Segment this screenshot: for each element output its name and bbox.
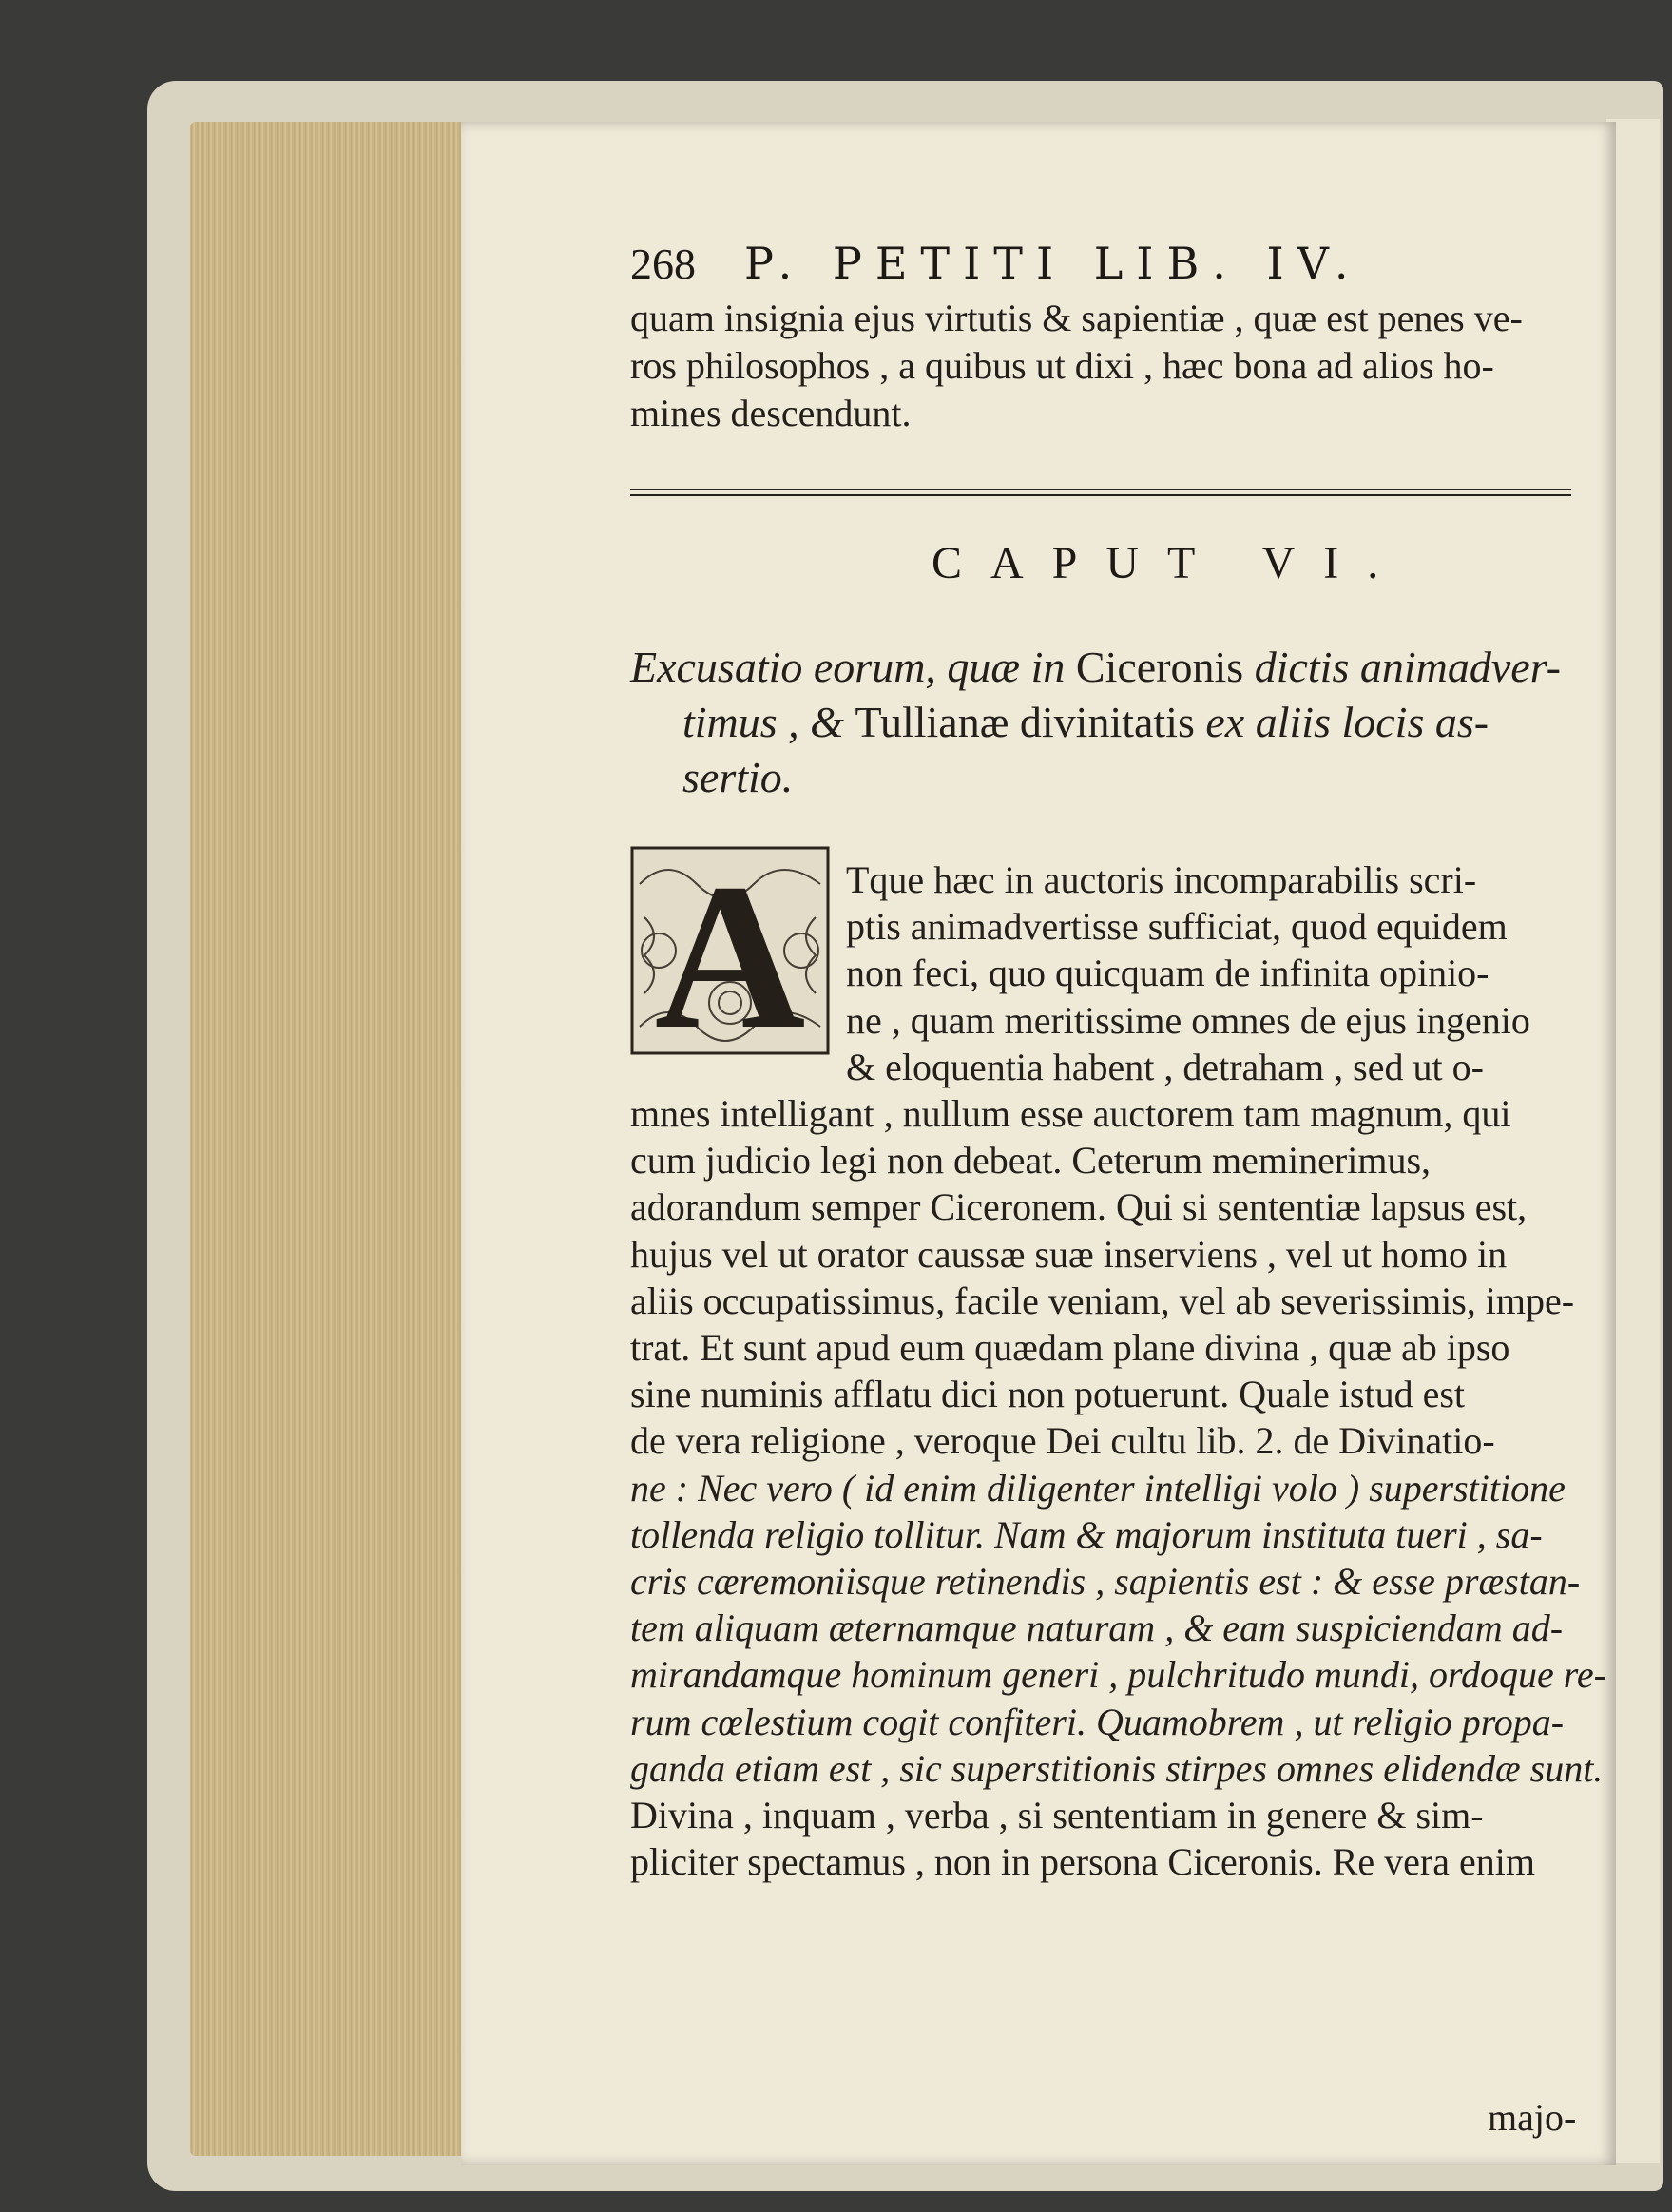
dropcap-letter: A: [654, 846, 806, 1055]
body-text-line: aliis occupatissimus, facile veniam, vel ab severissimis, impe-: [630, 1279, 1575, 1322]
body-text-line: mnes intelligant , nullum esse auctorem tam magnum, qui: [630, 1092, 1511, 1135]
body-text-line: ptis animadvertisse sufficiat, quod equidem: [846, 905, 1508, 949]
body-text-line: adorandum semper Ciceronem. Qui si sententiæ lapsus est,: [630, 1185, 1528, 1229]
body-text-line: cum judicio legi non debeat. Ceterum meminerimus,: [630, 1139, 1432, 1183]
body-text-line: non feci, quo quicquam de infinita opinio-: [846, 952, 1489, 995]
body-text-line: hujus vel ut orator caussæ suæ inserviens , vel ut homo in: [630, 1232, 1508, 1276]
body-text-line: ganda etiam est , sic superstitionis stirpes omnes elidendæ sunt.: [630, 1746, 1604, 1790]
body-text-line: rum cœlestium cogit confiteri. Quamobrem , ut religio propa-: [630, 1700, 1565, 1743]
body-text-line: mirandamque hominum generi , pulchritudo mundi, ordoque re-: [630, 1653, 1606, 1697]
body-text-line: sine numinis afflatu dici non potuerunt. Quale istud est: [630, 1373, 1466, 1416]
body-text-line: cris cæremoniisque retinendis , sapientis est : & esse præstan-: [630, 1560, 1581, 1603]
body-text-line: & eloquentia habent , detraham , sed ut o-: [846, 1045, 1484, 1088]
body-text-line: Tque hæc in auctoris incomparabilis scri-: [846, 858, 1477, 901]
running-title: P. PETITI LIB. IV.: [744, 238, 1362, 289]
preceding-text-line: ros philosophos , a quibus ut dixi , hæc bona ad alios ho-: [630, 344, 1494, 387]
catchword: majo-: [1488, 2096, 1577, 2139]
chapter-summary-line: sertio.: [682, 753, 794, 801]
body-text-line: Divina , inquam , verba , si sententiam in genere & sim-: [630, 1794, 1484, 1837]
chapter-summary-line: Excusatio eorum, quæ in Ciceronis dictis animadver-: [630, 643, 1561, 691]
page-number: 268: [630, 240, 696, 288]
body-text-line: de vera religione , veroque Dei cultu lib. 2. de Divinatio-: [630, 1419, 1495, 1463]
running-header: [630, 238, 1533, 289]
chapter-title: CAPUT VI.: [932, 538, 1408, 588]
chapter-summary-line: timus , & Tullianæ divinitatis ex aliis locis as-: [682, 698, 1489, 746]
body-text-line: pliciter spectamus , non in persona Ciceronis. Re vera enim: [630, 1840, 1535, 1884]
body-text-line: tollenda religio tollitur. Nam & majorum instituta tueri , sa-: [630, 1512, 1543, 1556]
body-text-line: ne , quam meritissime omnes de ejus ingenio: [846, 998, 1530, 1042]
body-text-line: ne : Nec vero ( id enim diligenter intelligi volo ) superstitione: [630, 1466, 1566, 1510]
section-rule: [630, 489, 1571, 496]
preceding-text-line: mines descendunt.: [630, 392, 912, 434]
ornamental-dropcap-a: [630, 846, 830, 1055]
preceding-text-line: quam insignia ejus virtutis & sapientiæ , quæ est penes ve-: [630, 297, 1523, 339]
body-text-line: trat. Et sunt apud eum quædam plane divina , quæ ab ipso: [630, 1326, 1510, 1369]
page-edges: [190, 122, 466, 2156]
body-text-line: tem aliquam æternamque naturam , & eam suspiciendam ad-: [630, 1606, 1564, 1650]
